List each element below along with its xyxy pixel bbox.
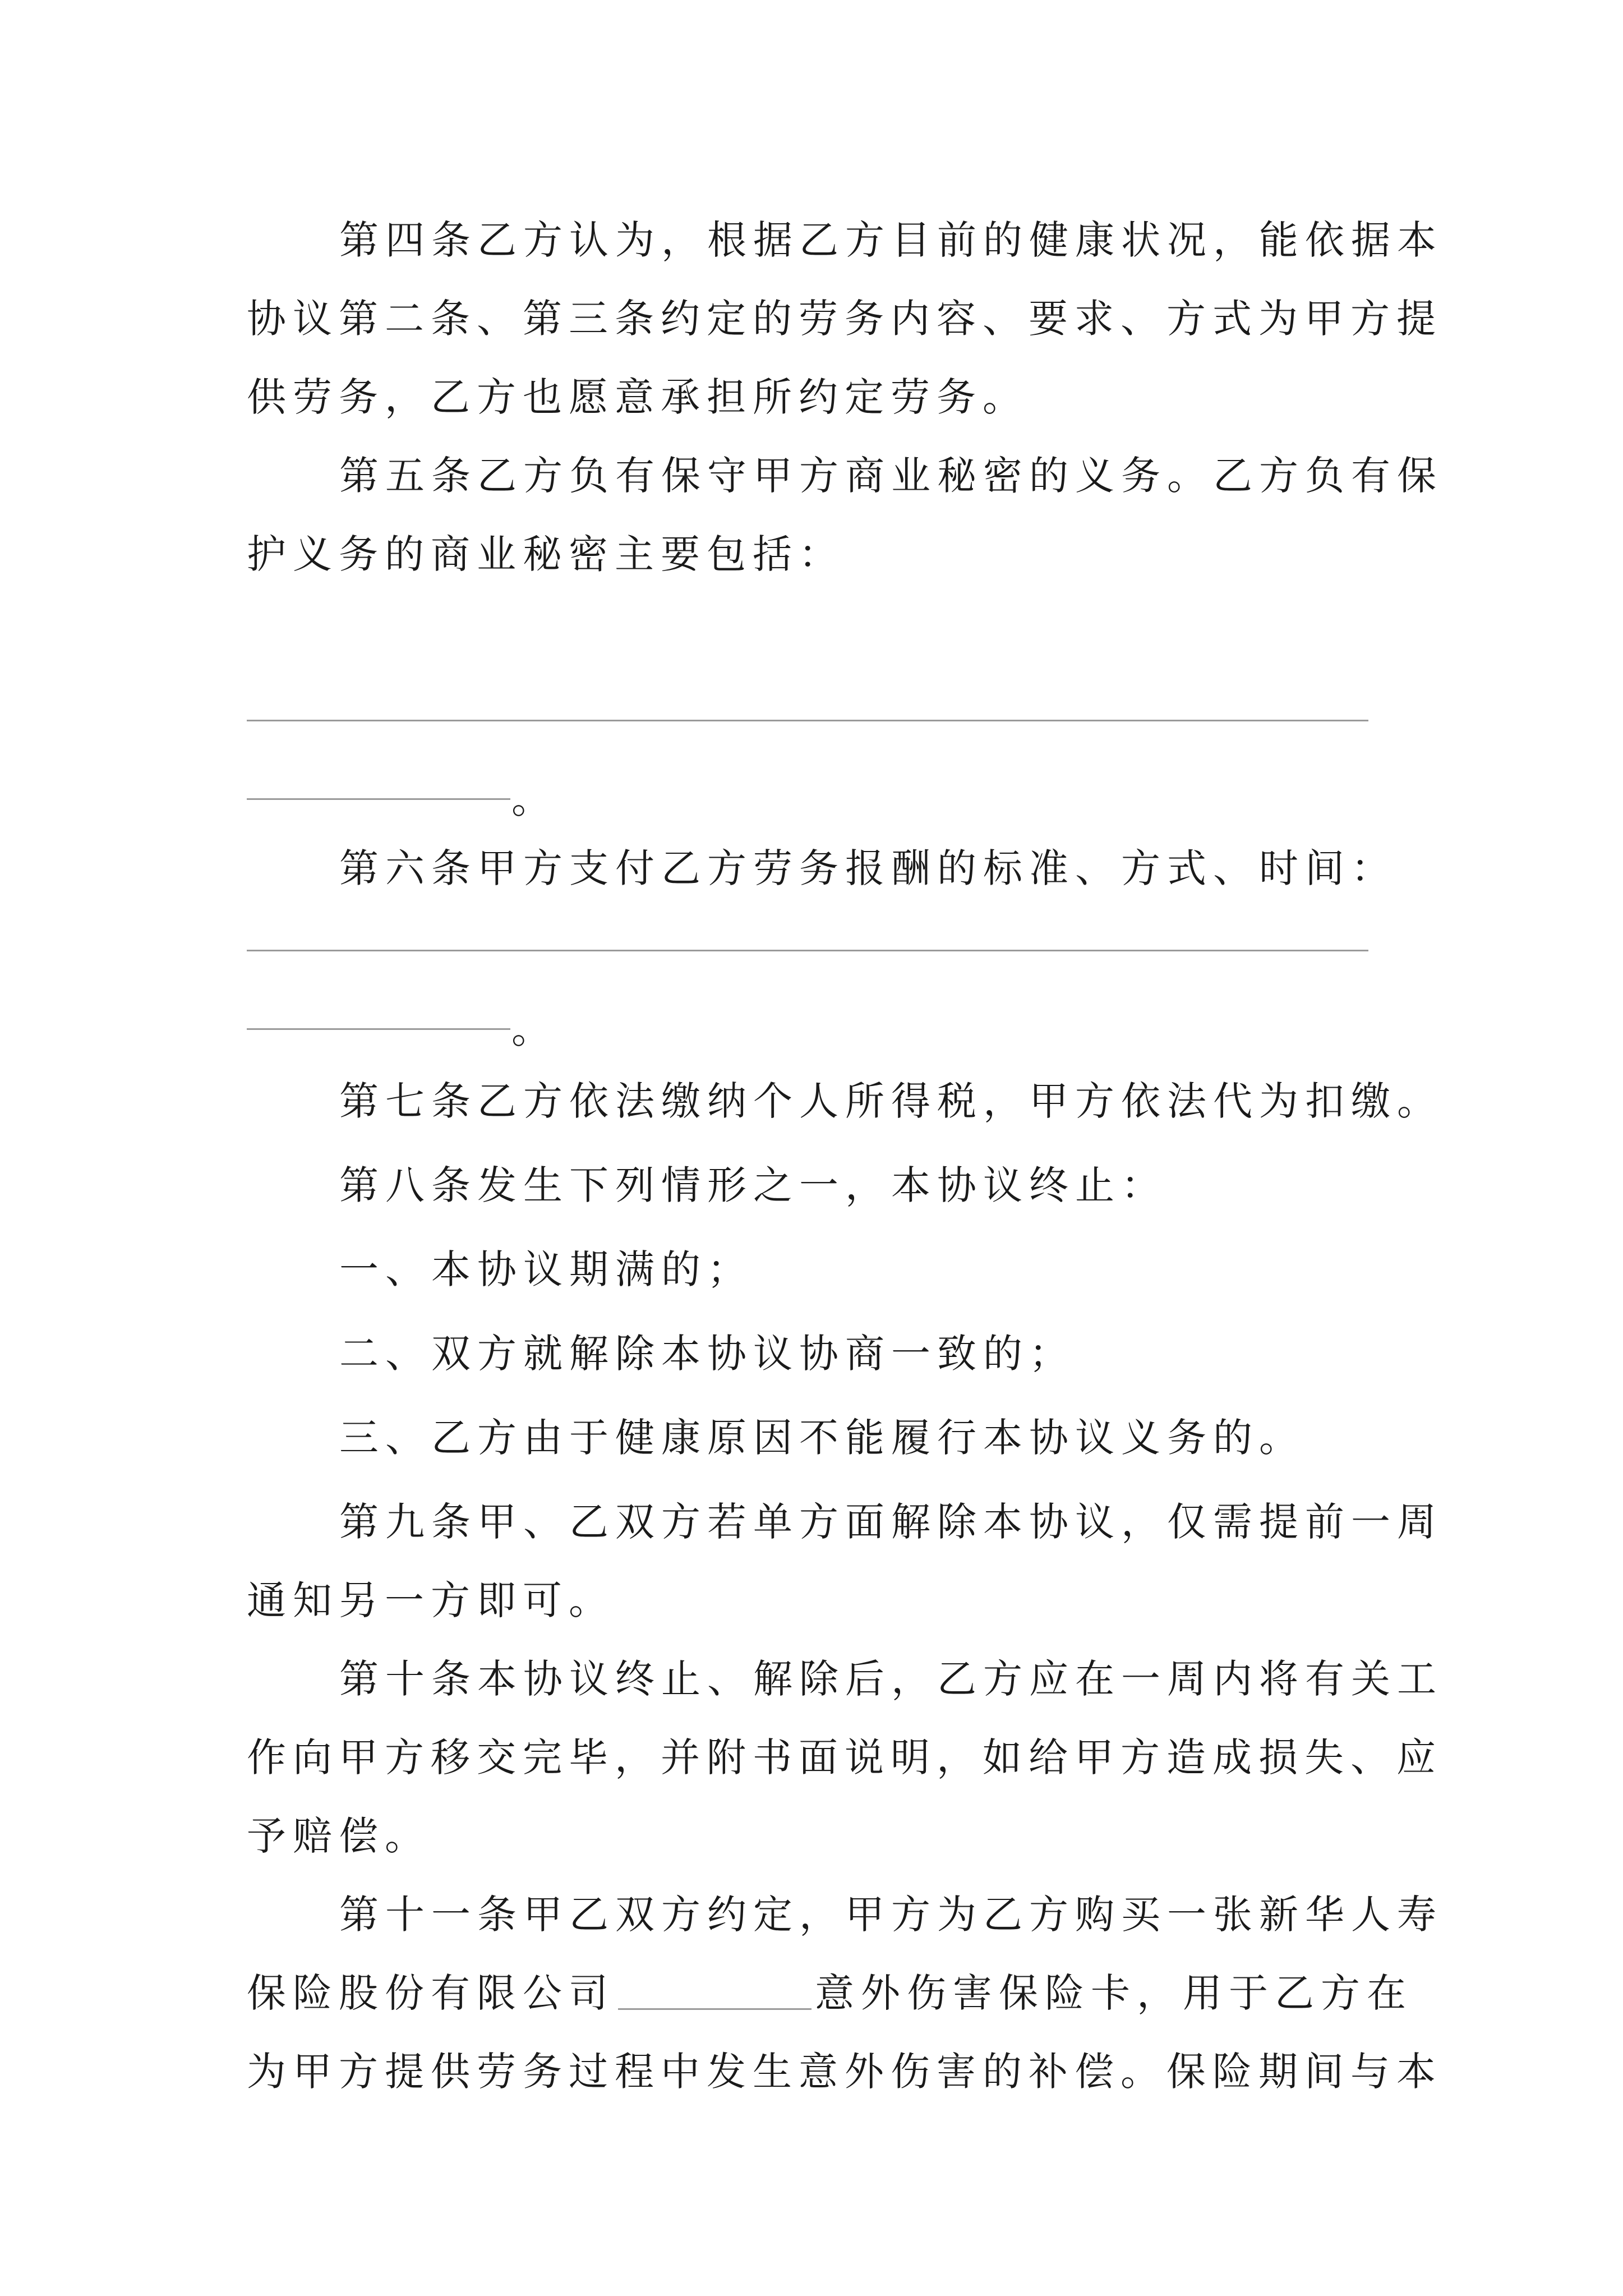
article-6-blank-line-short: [247, 1028, 510, 1030]
article-8-item-1: 一、本协议期满的；: [339, 1246, 753, 1292]
article-10-line-1: 第十条本协议终止、解除后，乙方应在一周内将有关工: [339, 1656, 1443, 1702]
article-11-line-2-after: 意外伤害保险卡，用于乙方在: [815, 1970, 1413, 2016]
article-8-item-3: 三、乙方由于健康原因不能履行本协议义务的。: [339, 1415, 1305, 1461]
article-4-line-3: 供劳务，乙方也愿意承担所约定劳务。: [247, 374, 1029, 420]
article-5-line-2: 护义务的商业秘密主要包括：: [247, 531, 845, 577]
article-4-line-2: 协议第二条、第三条约定的劳务内容、要求、方式为甲方提: [247, 296, 1442, 342]
article-8-item-2: 二、双方就解除本协议协商一致的；: [339, 1331, 1075, 1377]
article-10-line-2: 作向甲方移交完毕，并附书面说明，如给甲方造成损失、应: [247, 1734, 1442, 1780]
article-11-line-2-before: 保险股份有限公司: [247, 1970, 615, 2016]
article-8-line-1: 第八条发生下列情形之一，本协议终止：: [339, 1162, 1167, 1208]
article-5-blank-line-short: [247, 798, 510, 800]
article-5-blank-line: [247, 720, 1368, 721]
article-10-line-3: 予赔偿。: [247, 1813, 431, 1859]
article-4-line-1: 第四条乙方认为，根据乙方目前的健康状况，能依据本: [339, 217, 1443, 263]
article-5-blank-period: 。: [511, 776, 551, 822]
article-11-line-1: 第十一条甲乙双方约定，甲方为乙方购买一张新华人寿: [339, 1892, 1443, 1938]
article-6-line-1: 第六条甲方支付乙方劳务报酬的标准、方式、时间：: [339, 845, 1397, 891]
article-11-line-2: [247, 1968, 1413, 2018]
article-6-blank-line: [247, 950, 1368, 951]
article-7-line-1: 第七条乙方依法缴纳个人所得税，甲方依法代为扣缴。: [339, 1078, 1443, 1124]
article-9-line-2: 通知另一方即可。: [247, 1577, 615, 1623]
article-9-line-1: 第九条甲、乙双方若单方面解除本协议，仅需提前一周: [339, 1499, 1443, 1545]
article-5-line-1: 第五条乙方负有保守甲方商业秘密的义务。乙方负有保: [339, 453, 1443, 499]
insurance-card-blank: [618, 1975, 811, 2010]
article-6-blank-period: 。: [511, 1006, 551, 1052]
article-11-line-3: 为甲方提供劳务过程中发生意外伤害的补偿。保险期间与本: [247, 2049, 1442, 2095]
